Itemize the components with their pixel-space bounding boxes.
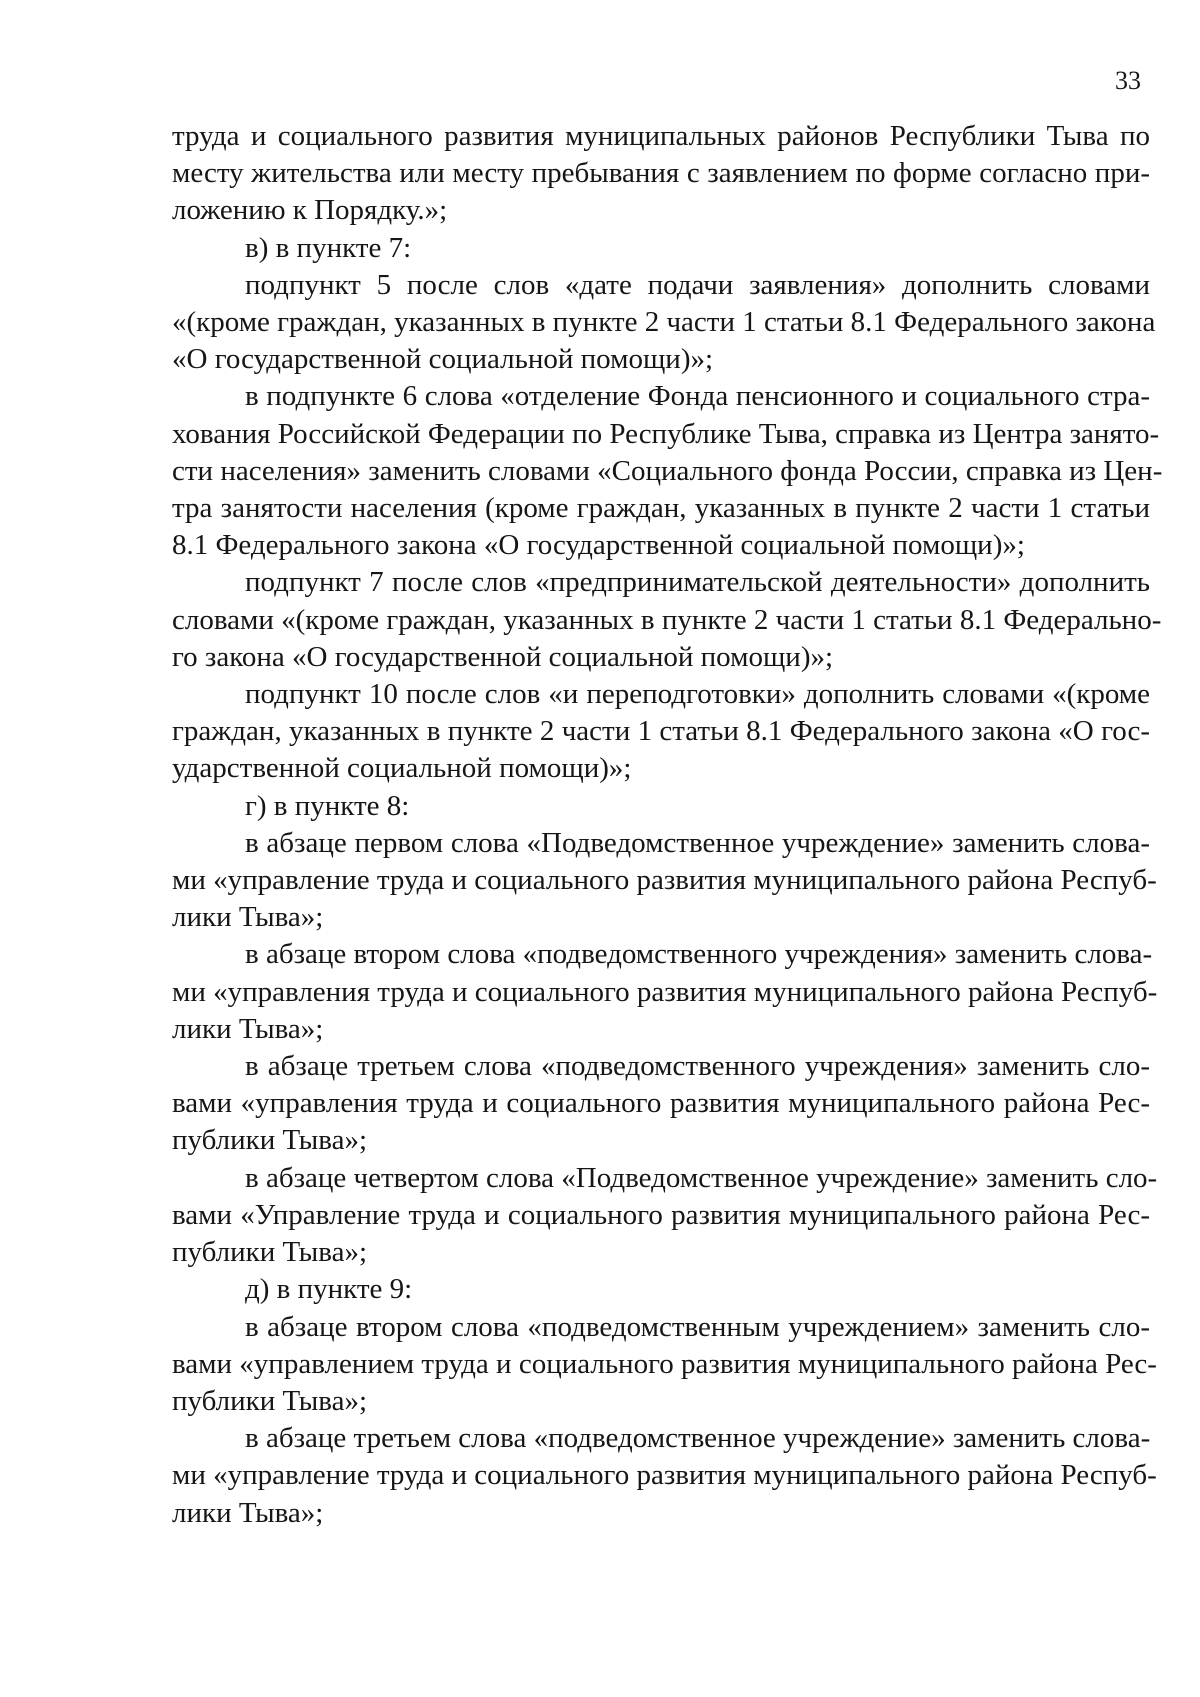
paragraph xyxy=(172,1309,1157,1421)
text-line: в абзаце втором слова «подведомственного учреждения» заменить слова- xyxy=(245,938,1153,971)
paragraph xyxy=(172,564,1162,676)
text-line: в абзаце втором слова «подведомственным учреждением» заменить сло- xyxy=(245,1310,1150,1343)
text-line: вами «управлением труда и социального развития муниципального района Рес- xyxy=(172,1347,1157,1380)
text-line: в подпункте 6 слова «отделение Фонда пенсионного и социального стра- xyxy=(245,380,1150,413)
text-line: «(кроме граждан, указанных в пункте 2 части 1 статьи 8.1 Федерального закона xyxy=(172,306,1156,339)
text-line: подпункт 10 после слов «и переподготовки» дополнить словами «(кроме xyxy=(245,678,1150,711)
text-line: в абзаце третьем слова «подведомственное учреждение» заменить слова- xyxy=(245,1422,1151,1455)
paragraph xyxy=(172,230,1150,267)
text-line: го закона «О государственной социальной помощи)»; xyxy=(172,640,834,673)
text-line: публики Тыва»; xyxy=(172,1384,368,1417)
text-line: лики Тыва»; xyxy=(172,1012,324,1045)
text-line: в) в пункте 7: xyxy=(245,231,412,264)
text-line: в абзаце третьем слова «подведомственного учреждения» заменить сло- xyxy=(245,1050,1150,1083)
text-line: ми «управления труда и социального развития муниципального района Респуб- xyxy=(172,975,1158,1008)
text-line: хования Российской Федерации по Республике Тыва, справка из Центра занято- xyxy=(172,417,1160,450)
text-line: месту жительства или месту пребывания с заявлением по форме согласно при- xyxy=(172,157,1150,190)
paragraph xyxy=(172,825,1157,937)
text-line: ударственной социальной помощи)»; xyxy=(172,752,632,785)
text-line: лики Тыва»; xyxy=(172,901,324,934)
text-line: подпункт 5 после слов «дате подачи заявления» дополнить словами xyxy=(245,268,1150,301)
text-line: лики Тыва»; xyxy=(172,1496,324,1529)
text-line: публики Тыва»; xyxy=(172,1124,368,1157)
text-line: граждан, указанных в пункте 2 части 1 статьи 8.1 Федерального закона «О гос- xyxy=(172,715,1150,748)
paragraph xyxy=(172,1420,1157,1532)
paragraph xyxy=(172,1048,1150,1160)
text-line: вами «управления труда и социального развития муниципального района Рес- xyxy=(172,1087,1150,1120)
text-line: ми «управление труда и социального развития муниципального района Респуб- xyxy=(172,864,1157,897)
text-line: сти населения» заменить словами «Социального фонда России, справка из Цен- xyxy=(172,454,1163,487)
text-line: в абзаце первом слова «Подведомственное учреждение» заменить слова- xyxy=(245,826,1150,859)
text-line: труда и социального развития муниципальных районов Республики Тыва по xyxy=(172,120,1150,152)
text-line: в абзаце четвертом слова «Подведомственное учреждение» заменить сло- xyxy=(245,1161,1158,1194)
paragraph xyxy=(172,378,1163,564)
text-line: словами «(кроме граждан, указанных в пункте 2 части 1 статьи 8.1 Федерально- xyxy=(172,603,1162,636)
paragraph xyxy=(172,267,1156,379)
text-line: г) в пункте 8: xyxy=(245,789,410,822)
text-line: публики Тыва»; xyxy=(172,1236,368,1269)
text-line: вами «Управление труда и социального развития муниципального района Рес- xyxy=(172,1198,1150,1231)
paragraph xyxy=(172,936,1158,1048)
paragraph xyxy=(172,676,1150,788)
paragraph xyxy=(172,1160,1158,1272)
page-number: 33 xyxy=(1115,66,1141,95)
paragraph xyxy=(172,1271,1150,1308)
text-line: ми «управление труда и социального развития муниципального района Респуб- xyxy=(172,1459,1157,1492)
text-line: «О государственной социальной помощи)»; xyxy=(172,343,714,376)
text-line: ложению к Порядку.»; xyxy=(172,194,448,227)
paragraph xyxy=(172,788,1150,825)
text-line: подпункт 7 после слов «предпринимательской деятельности» дополнить xyxy=(245,566,1150,599)
paragraph xyxy=(172,118,1150,230)
text-line: д) в пункте 9: xyxy=(245,1273,413,1306)
document-body xyxy=(172,118,1163,1532)
text-line: тра занятости населения (кроме граждан, указанных в пункте 2 части 1 статьи xyxy=(172,492,1150,525)
text-line: 8.1 Федерального закона «О государственной социальной помощи)»; xyxy=(172,529,1025,562)
